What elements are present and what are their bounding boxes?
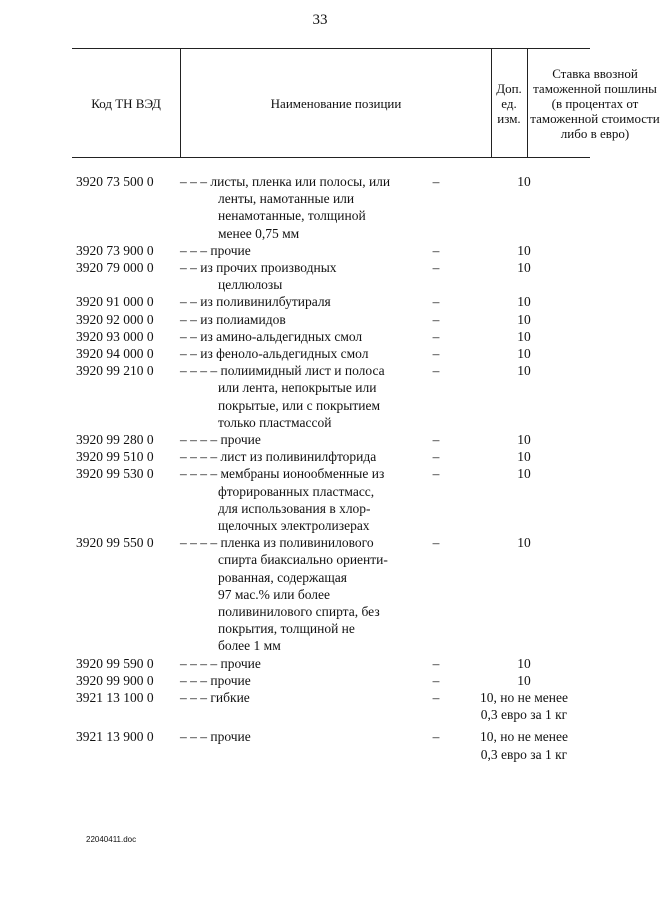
position-name-text: полиимидный лист и полоса	[220, 363, 385, 379]
position-name-text: лист из поливинилфторида	[220, 449, 377, 465]
duty-rate	[454, 345, 594, 362]
duty-rate-line: 0,3 евро за 1 кг	[480, 707, 568, 723]
duty-rate	[454, 328, 594, 345]
position-name-line: целлюлозы	[218, 277, 283, 293]
footer-file-name: 22040411.doc	[86, 835, 137, 844]
position-name-line: фторированных пластмасс,	[218, 483, 375, 499]
header-unit: Доп. ед. изм.	[496, 80, 522, 126]
additional-unit: –	[432, 535, 440, 551]
duty-rate	[454, 655, 594, 672]
tnved-code: 3920 99 530 0	[76, 466, 154, 482]
position-name-line: 97 мас.% или более	[218, 586, 331, 602]
position-name-text: прочие	[220, 432, 261, 448]
tnved-code: 3920 79 000 0	[76, 260, 154, 276]
tnved-code: 3921 13 900 0	[76, 729, 154, 745]
position-name	[180, 242, 420, 259]
duty-rate-line: 10	[517, 346, 531, 362]
tnved-code: 3920 91 000 0	[76, 294, 154, 310]
additional-unit: –	[432, 311, 440, 327]
additional-unit: –	[432, 328, 440, 344]
table-row	[0, 362, 640, 431]
position-name	[180, 293, 420, 310]
table-row	[0, 242, 640, 259]
indent-dashes: – – – –	[180, 363, 218, 379]
additional-unit: –	[432, 729, 440, 745]
indent-dashes: – – –	[180, 174, 207, 189]
position-name-text: листы, пленка или полосы, или	[210, 174, 391, 189]
position-name-line: только пластмассой	[218, 414, 332, 430]
position-name-line: более 1 мм	[218, 638, 281, 654]
tnved-code: 3920 94 000 0	[76, 346, 154, 362]
position-name-text: из феноло-альдегидных смол	[200, 346, 369, 362]
position-name-line	[180, 293, 420, 310]
duty-rate-line: 10	[517, 449, 531, 465]
table-row	[0, 465, 640, 534]
additional-unit: –	[432, 260, 440, 276]
position-name-text: из прочих производных	[200, 260, 337, 276]
position-name	[180, 728, 420, 745]
duty-rate	[454, 465, 594, 482]
duty-rate-line: 10	[517, 174, 531, 189]
duty-rate	[454, 311, 594, 328]
indent-dashes: – – –	[180, 729, 207, 745]
table-header	[72, 48, 660, 158]
table-row	[0, 328, 640, 345]
tnved-code: 3920 99 550 0	[76, 535, 154, 551]
tnved-code: 3920 99 280 0	[76, 432, 154, 448]
position-name	[180, 672, 420, 689]
position-name-text: прочие	[220, 655, 261, 671]
duty-rate	[454, 431, 594, 448]
tnved-code: 3920 99 590 0	[76, 655, 154, 671]
position-name-line: менее 0,75 мм	[218, 225, 300, 241]
table-row	[0, 672, 640, 689]
position-name-line	[180, 345, 420, 362]
additional-unit: –	[432, 294, 440, 310]
position-name-text: из амино-альдегидных смол	[200, 328, 363, 344]
additional-unit: –	[432, 174, 440, 189]
indent-dashes: – –	[180, 260, 197, 276]
position-name	[180, 465, 420, 534]
position-name	[180, 431, 420, 448]
header-code: Код ТН ВЭД	[91, 95, 161, 111]
position-name-text: пленка из поливинилового	[220, 535, 374, 551]
indent-dashes: – –	[180, 311, 197, 327]
position-name-line	[180, 173, 420, 190]
indent-dashes: – – – –	[180, 655, 218, 671]
duty-rate-line: 10, но не менее	[480, 690, 568, 706]
duty-rate-line: 10	[517, 535, 531, 551]
indent-dashes: – –	[180, 346, 197, 362]
duty-rate	[454, 448, 594, 465]
table-row	[0, 728, 640, 762]
additional-unit: –	[432, 466, 440, 482]
duty-rate-line: 10	[517, 363, 531, 379]
indent-dashes: – – – –	[180, 466, 218, 482]
tnved-code: 3920 93 000 0	[76, 328, 154, 344]
additional-unit: –	[432, 432, 440, 448]
duty-rate-line: 10	[517, 672, 531, 688]
position-name	[180, 259, 420, 293]
position-name-text: из поливинилбутираля	[200, 294, 331, 310]
duty-rate-line: 10	[517, 294, 531, 310]
duty-rate-line: 10	[517, 260, 531, 276]
indent-dashes: – – – –	[180, 449, 218, 465]
indent-dashes: – – – –	[180, 432, 218, 448]
duty-rate	[454, 672, 594, 689]
indent-dashes: – – –	[180, 690, 207, 706]
duty-rate	[454, 534, 594, 551]
position-name-line	[180, 431, 420, 448]
table-row	[0, 448, 640, 465]
position-name	[180, 655, 420, 672]
position-name-line: поливинилового спирта, без	[218, 604, 380, 620]
indent-dashes: – –	[180, 294, 197, 310]
position-name-line	[180, 311, 420, 328]
table-row	[0, 655, 640, 672]
position-name	[180, 534, 420, 654]
position-name-line	[180, 655, 420, 672]
duty-rate	[454, 242, 594, 259]
additional-unit: –	[432, 672, 440, 688]
header-rate: Ставка ввозной таможенной пошлины (в процентах от таможенной стоимости либо в евро)	[530, 65, 660, 141]
position-name-line	[180, 259, 420, 276]
duty-rate	[454, 259, 594, 276]
position-name-line: ленты, намотанные или	[218, 191, 355, 207]
duty-rate-line: 10	[517, 655, 531, 671]
position-name-line	[180, 242, 420, 259]
position-name-line: покрытия, толщиной не	[218, 621, 355, 637]
tariff-table-body	[0, 173, 640, 762]
indent-dashes: – – – –	[180, 535, 218, 551]
position-name	[180, 173, 420, 242]
additional-unit: –	[432, 363, 440, 379]
tnved-code: 3920 99 510 0	[76, 449, 154, 465]
position-name-line	[180, 672, 420, 689]
tnved-code: 3920 99 900 0	[76, 672, 154, 688]
tnved-code: 3921 13 100 0	[76, 690, 154, 706]
column-divider	[180, 49, 181, 157]
position-name-line	[180, 689, 420, 706]
position-name-line: щелочных электролизерах	[218, 518, 370, 534]
table-row	[0, 534, 640, 654]
table-row	[0, 311, 640, 328]
table-row	[0, 689, 640, 723]
position-name-line: спирта биаксиально ориенти-	[218, 552, 388, 568]
position-name	[180, 362, 420, 431]
page-number: 33	[312, 12, 328, 28]
duty-rate-line: 0,3 евро за 1 кг	[480, 746, 568, 762]
header-name: Наименование позиции	[270, 95, 402, 111]
position-name-line	[180, 328, 420, 345]
table-row	[0, 345, 640, 362]
position-name-text: прочие	[210, 729, 251, 745]
position-name-line: покрытые, или с покрытием	[218, 397, 381, 413]
tnved-code: 3920 92 000 0	[76, 311, 154, 327]
table-row	[0, 259, 640, 293]
position-name-line	[180, 465, 420, 482]
position-name	[180, 448, 420, 465]
table-row	[0, 293, 640, 310]
position-name-line	[180, 728, 420, 745]
position-name-line	[180, 448, 420, 465]
additional-unit: –	[432, 242, 440, 258]
position-name-text: прочие	[210, 242, 251, 258]
additional-unit: –	[432, 346, 440, 362]
duty-rate-line: 10	[517, 466, 531, 482]
position-name-line: рованная, содержащая	[218, 569, 347, 585]
tnved-code: 3920 73 900 0	[76, 242, 154, 258]
position-name-text: мембраны ионообменные из	[220, 466, 385, 482]
duty-rate	[454, 173, 594, 190]
position-name-text: из полиамидов	[200, 311, 286, 327]
position-name	[180, 311, 420, 328]
duty-rate-line: 10	[517, 328, 531, 344]
position-name	[180, 345, 420, 362]
position-name-line	[180, 362, 420, 379]
table-row	[0, 173, 640, 242]
duty-rate-line: 10, но не менее	[480, 729, 568, 745]
position-name	[180, 328, 420, 345]
tnved-code: 3920 73 500 0	[76, 174, 154, 189]
position-name-line: для использования в хлор-	[218, 500, 371, 516]
position-name-line: или лента, непокрытые или	[218, 380, 377, 396]
duty-rate-line: 10	[517, 242, 531, 258]
indent-dashes: – – –	[180, 672, 207, 688]
position-name-line	[180, 534, 420, 551]
indent-dashes: – –	[180, 328, 197, 344]
position-name-line: ненамотанные, толщиной	[218, 208, 366, 224]
duty-rate	[454, 728, 594, 762]
additional-unit: –	[432, 449, 440, 465]
additional-unit: –	[432, 655, 440, 671]
position-name-text: прочие	[210, 672, 251, 688]
indent-dashes: – – –	[180, 242, 207, 258]
duty-rate	[454, 293, 594, 310]
duty-rate	[454, 689, 594, 723]
position-name	[180, 689, 420, 706]
duty-rate	[454, 362, 594, 379]
additional-unit: –	[432, 690, 440, 706]
table-row	[0, 431, 640, 448]
duty-rate-line: 10	[517, 311, 531, 327]
position-name-text: гибкие	[210, 690, 250, 706]
tnved-code: 3920 99 210 0	[76, 363, 154, 379]
duty-rate-line: 10	[517, 432, 531, 448]
